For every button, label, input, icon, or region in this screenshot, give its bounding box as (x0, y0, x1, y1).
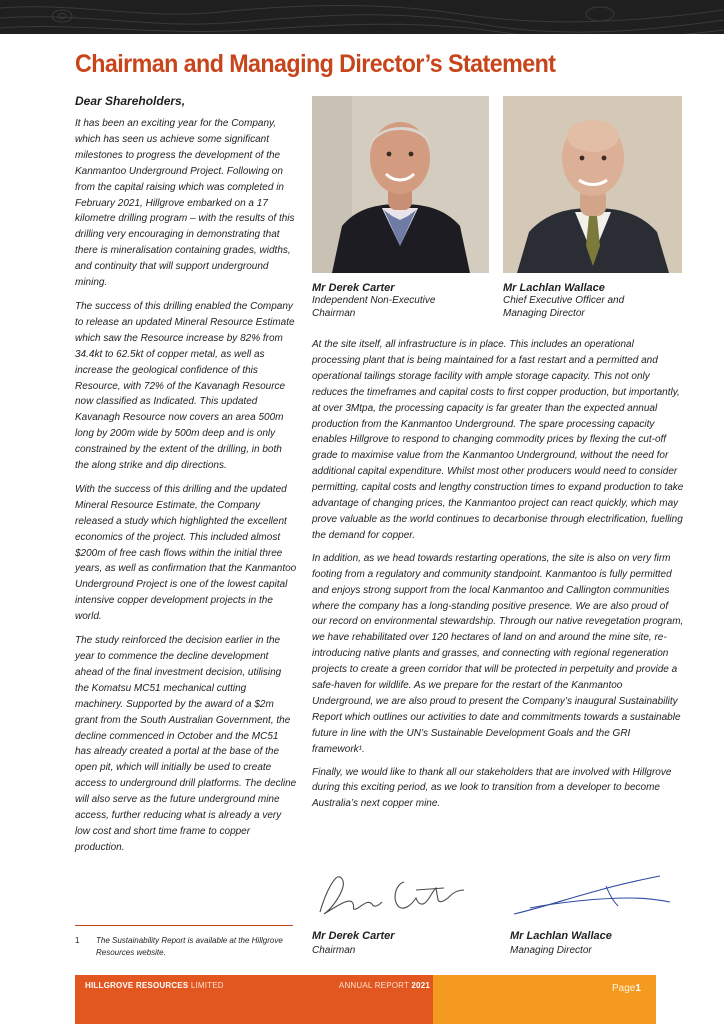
caption-role: Managing Director (503, 307, 585, 319)
footnote-number: 1 (75, 936, 80, 945)
caption-name: Mr Derek Carter (312, 282, 395, 294)
portrait-lachlan-wallace (503, 96, 682, 273)
left-column (75, 94, 297, 864)
signature-lachlan-wallace (510, 868, 680, 924)
paragraph: With the success of this drilling and the updated Mineral Resource Estimate, the Company released a study which highlighted the excellent economics of the project. This included almost $200m of free cash flows within the initial three years, as well as confirmation that the Kanmantoo Underground Project is one of the lowest capital intensive copper development projects in the world. (75, 483, 297, 623)
company-name: HILLGROVE RESOURCES (85, 981, 189, 990)
footnote-divider (75, 925, 293, 926)
page-number (612, 983, 641, 994)
paragraph: It has been an exciting year for the Company, which has seen us achieve some significant milestones to progress the development of the Kanmantoo Underground Project. Following on from the capital raising which was completed in February 2021, Hillgrove embarked on a 17 kilometre drilling program – with the results of this drilling very encouraging in demonstrating that there is mineralisation containing grades, widths, and continuity that will support underground mining. (75, 118, 295, 289)
signature-block-derek-carter (312, 868, 492, 958)
paragraph: In addition, as we head towards restarting operations, the site is also on very firm footing from a regulatory and community standpoint. Kanmantoo is fully permitted and enjoys strong support from the local Kanmantoo and Callington communities where the company has a long-standing positive presence. We are also proud of our record on environmental stewardship. Through our native revegetation program, we have rehabilitated over 120 hectares of land on and around the mine site, re-introducing native plants and grasses, and connecting with regional regeneration projects to create a green corridor that will be protected in perpetuity and provide a safe-haven for wildlife. As we prepare for the restart of the Kanmantoo Underground, we are also proud to present the Company’s inaugural Sustainability Report which outlines our activities to date and commitments towards a sustainable future in line with the UN’s Sustainable Development Goals and the GRI framework¹. (312, 552, 684, 755)
caption-name: Mr Lachlan Wallace (503, 282, 605, 294)
paragraph: At the site itself, all infrastructure is in place. This includes an operational processing plant that is being maintained for a fast restart and a permitted and operational tailings storage facility with ample storage capacity. This not only reduces the timeframes and capital costs to first copper production, but importantly, at over 3Mtpa, the processing capacity is far greater than the expected annual production from the Kanmantoo Underground. The spare processing capacity enables Hillgrove to respond to changing commodity prices by flexing the cut-off grade to maximise value from the Kanmantoo Underground, without the need for additional capital expenditure. Whilst most other producers would need to consider permitting, capital costs and lengthy construction times to expand production to take advantage of changing prices, the Kanmantoo project can react quickly, which may prove valuable as the world continues to decarbonise through electrification, fuelling the demand for copper. (312, 339, 684, 541)
paragraph: The success of this drilling enabled the Company to release an updated Mineral Resource Estimate which saw the Resource increase by 82% from 34.4kt to 62.5kt of copper metal, as well as increase the geological confidence of this Resource, with 72% of the Kavanagh Resource now classified as Indicated. This updated Kavanagh Resource now covers an area 500m long by 200m wide by 500m deep and is only constrained by the extent of the drilling, in both the along strike and dip directions. (75, 300, 295, 472)
signature-derek-carter (312, 868, 472, 924)
paragraph: Finally, we would like to thank all our stakeholders that are involved with Hillgrove during this exciting period, as we look to transition from a developer to become Australia’s next copper mine. (312, 766, 672, 810)
portrait-derek-carter (312, 96, 489, 273)
signatory-name: Mr Lachlan Wallace (510, 930, 612, 942)
footer-report-label (339, 981, 430, 990)
caption-role: Chairman (312, 307, 356, 319)
page-title: Chairman and Managing Director’s Statement (75, 50, 556, 78)
report-year: 2021 (411, 981, 430, 990)
topographic-pattern (0, 0, 724, 34)
caption-lachlan-wallace (503, 281, 683, 320)
signatory-role: Chairman (312, 945, 356, 956)
top-banner (0, 0, 724, 34)
right-column (312, 337, 684, 819)
report-label: ANNUAL REPORT (338, 981, 409, 990)
page-label: Page (612, 983, 636, 994)
signatory-role: Managing Director (510, 945, 592, 956)
footnote (75, 935, 297, 958)
footer-company (85, 981, 224, 990)
footnote-text: The Sustainability Report is available at the Hillgrove Resources website. (96, 936, 283, 957)
signature-block-lachlan-wallace (510, 868, 690, 958)
company-suffix: LIMITED (190, 981, 224, 990)
caption-derek-carter (312, 281, 492, 320)
caption-role: Independent Non-Executive (312, 295, 436, 306)
signatory-name: Mr Derek Carter (312, 930, 395, 942)
greeting: Dear Shareholders, (75, 94, 186, 108)
caption-role: Chief Executive Officer and (503, 295, 625, 306)
paragraph: The study reinforced the decision earlier in the year to commence the decline development ahead of the final investment decision, utilising the Komatsu MC51 mechanical cutting machinery. Supported by the award of a $2m grant from the South Australian Government, the decline commenced in October and the MC51 has already created a portal at the base of the open pit, which will initially be used to create access to underground drill platforms. The decline will also serve as the future underground mine access, further reducing what is already a very low cost and short time frame to copper production. (75, 635, 297, 853)
page-number-value: 1 (635, 983, 641, 994)
